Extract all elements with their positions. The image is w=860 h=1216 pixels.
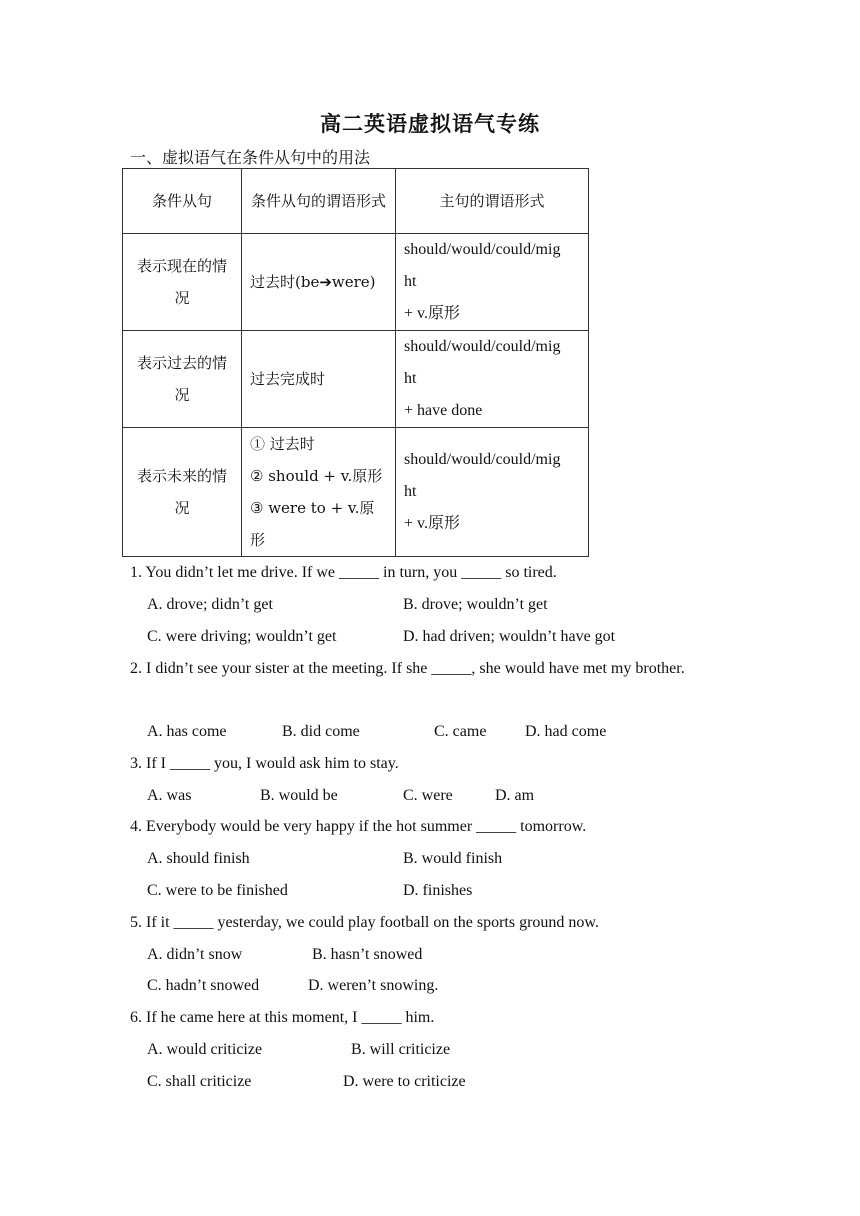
cell-line: ① 过去时 <box>250 435 315 453</box>
answer-option: D. am <box>495 787 535 804</box>
question-text: 2. I didn’t see your sister at the meeting. If she _____, she would have met my brother. <box>130 660 685 677</box>
cell-line: should/would/could/mig <box>404 338 561 355</box>
table-cell: 表示现在的情况 <box>123 234 242 331</box>
answer-option: B. would finish <box>403 850 503 867</box>
answer-option: B. hasn’t snowed <box>312 946 423 963</box>
answer-option: A. should finish <box>147 850 250 867</box>
answer-option: D. had come <box>525 723 607 740</box>
cell-line: should/would/could/mig <box>404 241 561 258</box>
table-cell <box>242 234 396 331</box>
cell-text: were) <box>331 273 376 291</box>
answer-option: A. was <box>147 787 192 804</box>
answer-option: D. weren’t snowing. <box>308 977 439 994</box>
answer-option: C. shall criticize <box>147 1073 252 1090</box>
cell-line: + v.原形 <box>404 515 460 532</box>
answer-option: B. will criticize <box>351 1041 451 1058</box>
cell-line: ht <box>404 370 417 387</box>
section-heading: 一、虚拟语气在条件从句中的用法 <box>130 148 371 167</box>
question-text: 6. If he came here at this moment, I _____ him. <box>130 1009 435 1026</box>
table-cell: 表示过去的情况 <box>123 331 242 428</box>
header-cell: 条件从句 <box>123 169 242 234</box>
page-title: 高二英语虚拟语气专练 <box>320 111 540 136</box>
answer-option: D. were to criticize <box>343 1073 466 1090</box>
header-cell: 条件从句的谓语形式 <box>242 169 396 234</box>
cell-line: ht <box>404 273 417 290</box>
cell-line: + v.原形 <box>404 305 460 322</box>
table-cell <box>396 428 589 557</box>
subjunctive-table <box>122 168 589 557</box>
question-text: 1. You didn’t let me drive. If we _____ in turn, you _____ so tired. <box>130 564 557 581</box>
answer-option: A. drove; didn’t get <box>147 596 273 613</box>
cell-line: ht <box>404 483 417 500</box>
answer-option: B. drove; wouldn’t get <box>403 596 548 613</box>
answer-option: A. didn’t snow <box>147 946 243 963</box>
table-cell <box>242 428 396 557</box>
table-header-row <box>123 169 589 234</box>
cell-text: 过去时(be <box>250 273 320 291</box>
table-cell: 过去完成时 <box>242 331 396 428</box>
table-cell: 表示未来的情况 <box>123 428 242 557</box>
table-cell <box>396 331 589 428</box>
answer-option: C. came <box>434 723 487 740</box>
answer-option: B. did come <box>282 723 360 740</box>
answer-option: B. would be <box>260 787 338 804</box>
table-row <box>123 331 589 428</box>
answer-option: D. had driven; wouldn’t have got <box>403 628 616 645</box>
answer-option: A. would criticize <box>147 1041 263 1058</box>
table-row <box>123 428 589 557</box>
answer-option: C. were <box>403 787 453 804</box>
cell-line: ② should + v.原形 <box>250 467 383 485</box>
answer-option: C. hadn’t snowed <box>147 977 260 994</box>
question-text: 5. If it _____ yesterday, we could play football on the sports ground now. <box>130 914 599 931</box>
arrow-icon: ➔ <box>319 273 332 291</box>
answer-option: D. finishes <box>403 882 473 899</box>
table-cell <box>396 234 589 331</box>
answer-option: C. were driving; wouldn’t get <box>147 628 337 645</box>
table-row <box>123 234 589 331</box>
cell-line: + have done <box>404 402 483 419</box>
cell-line: should/would/could/mig <box>404 451 561 468</box>
question-text: 3. If I _____ you, I would ask him to stay. <box>130 755 399 772</box>
cell-line: ③ were to + v.原形 <box>250 499 375 549</box>
header-cell: 主句的谓语形式 <box>396 169 589 234</box>
question-text: 4. Everybody would be very happy if the hot summer _____ tomorrow. <box>130 818 587 835</box>
answer-option: C. were to be finished <box>147 882 288 899</box>
answer-option: A. has come <box>147 723 227 740</box>
